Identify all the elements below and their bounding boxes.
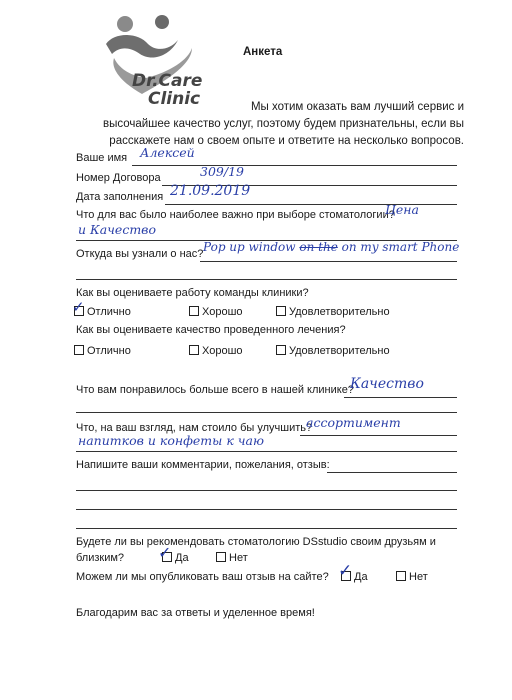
date-label: Дата заполнения bbox=[76, 191, 164, 203]
logo-text-line2: Clinic bbox=[148, 89, 201, 109]
liked-value[interactable]: Качество bbox=[350, 376, 424, 392]
publish-checkbox-no[interactable] bbox=[396, 571, 406, 581]
recommend-no-label: Нет bbox=[229, 552, 248, 564]
liked-line-2 bbox=[76, 412, 457, 413]
improve-label: Что, на ваш взгляд, нам стоило бы улучшить? bbox=[76, 422, 313, 434]
recommend-yes-label: Да bbox=[175, 552, 189, 564]
comments-line-4 bbox=[76, 528, 457, 529]
publish-yes-label: Да bbox=[354, 571, 368, 583]
publish-check-mark-icon: ✓ bbox=[338, 561, 353, 581]
name-line bbox=[132, 165, 457, 166]
comments-line-2 bbox=[76, 490, 457, 491]
comments-line-3 bbox=[76, 509, 457, 510]
treatment-checkbox-good[interactable] bbox=[189, 345, 199, 355]
team-option-satisfactory-label: Удовлетворительно bbox=[289, 306, 390, 318]
team-label: Как вы оцениваете работу команды клиники? bbox=[76, 287, 309, 299]
treatment-option-good[interactable] bbox=[189, 345, 243, 358]
contract-label: Номер Договора bbox=[76, 172, 161, 184]
form-title: Анкета bbox=[243, 46, 283, 58]
source-value-suffix: on my smart Phone bbox=[341, 240, 460, 254]
source-value-struck: on the bbox=[299, 240, 338, 254]
important-value-line1[interactable]: Цена bbox=[385, 202, 419, 217]
comments-label: Напишите ваши комментарии, пожелания, отзыв: bbox=[76, 459, 330, 471]
logo-text-line1: Dr.Care bbox=[132, 71, 203, 91]
improve-line-2 bbox=[76, 451, 457, 452]
publish-label: Можем ли мы опубликовать ваш отзыв на сайте? bbox=[76, 571, 329, 583]
team-checkbox-good[interactable] bbox=[189, 306, 199, 316]
publish-option-no[interactable] bbox=[396, 571, 428, 584]
intro-line-3: расскажете нам о своем опыте и ответите на несколько вопросов. bbox=[109, 135, 464, 147]
team-option-good[interactable] bbox=[189, 306, 243, 319]
treatment-option-excellent-label: Отлично bbox=[87, 345, 131, 357]
recommend-checkbox-no[interactable] bbox=[216, 552, 226, 562]
source-value-prefix: Pop up window bbox=[203, 240, 296, 254]
recommend-check-mark-icon: ✓ bbox=[158, 543, 172, 562]
team-checkbox-satisfactory[interactable] bbox=[276, 306, 286, 316]
source-value[interactable] bbox=[203, 240, 459, 254]
name-label: Ваше имя bbox=[76, 152, 128, 164]
treatment-option-good-label: Хорошо bbox=[202, 345, 243, 357]
intro-line-2: высочайшее качество услуг, поэтому будем признательны, если вы bbox=[102, 118, 464, 130]
important-label: Что для вас было наиболее важно при выборе стоматологии? bbox=[76, 209, 395, 221]
intro-text bbox=[103, 99, 464, 150]
intro-line-1: Мы хотим оказать вам лучший сервис и bbox=[250, 101, 464, 113]
treatment-option-satisfactory[interactable] bbox=[276, 345, 390, 358]
treatment-checkbox-excellent[interactable] bbox=[74, 345, 84, 355]
team-option-excellent-label: Отлично bbox=[87, 306, 131, 318]
improve-line bbox=[300, 435, 457, 436]
name-value[interactable]: Алексей bbox=[140, 145, 195, 160]
team-check-mark-icon: ✓ bbox=[72, 298, 85, 316]
team-option-satisfactory[interactable] bbox=[276, 306, 390, 319]
team-option-good-label: Хорошо bbox=[202, 306, 243, 318]
treatment-option-excellent[interactable] bbox=[74, 345, 131, 358]
source-line bbox=[200, 261, 457, 262]
treatment-label: Как вы оцениваете качество проведенного лечения? bbox=[76, 324, 346, 336]
improve-value-line2[interactable]: напитков и конфеты к чаю bbox=[78, 433, 264, 448]
recommend-label-line2: близким? bbox=[76, 552, 125, 564]
important-value-line2[interactable]: и Качество bbox=[78, 222, 156, 237]
date-value[interactable]: 21.09.2019 bbox=[170, 183, 251, 199]
treatment-option-satisfactory-label: Удовлетворительно bbox=[289, 345, 390, 357]
recommend-option-no[interactable] bbox=[216, 552, 248, 565]
contract-value[interactable]: 309/19 bbox=[200, 164, 244, 179]
liked-line bbox=[344, 397, 457, 398]
treatment-checkbox-satisfactory[interactable] bbox=[276, 345, 286, 355]
source-label: Откуда вы узнали о нас? bbox=[76, 248, 204, 260]
liked-label: Что вам понравилось больше всего в нашей клинике? bbox=[76, 384, 354, 396]
improve-value-line1[interactable]: ассортимент bbox=[306, 415, 401, 430]
thanks-text: Благодарим вас за ответы и уделенное время! bbox=[76, 607, 315, 619]
source-line-2 bbox=[76, 279, 457, 280]
publish-no-label: Нет bbox=[409, 571, 428, 583]
recommend-label-line1: Будете ли вы рекомендовать стоматологию DSstudio своим друзьям и bbox=[76, 536, 436, 548]
comments-line-1 bbox=[327, 472, 457, 473]
